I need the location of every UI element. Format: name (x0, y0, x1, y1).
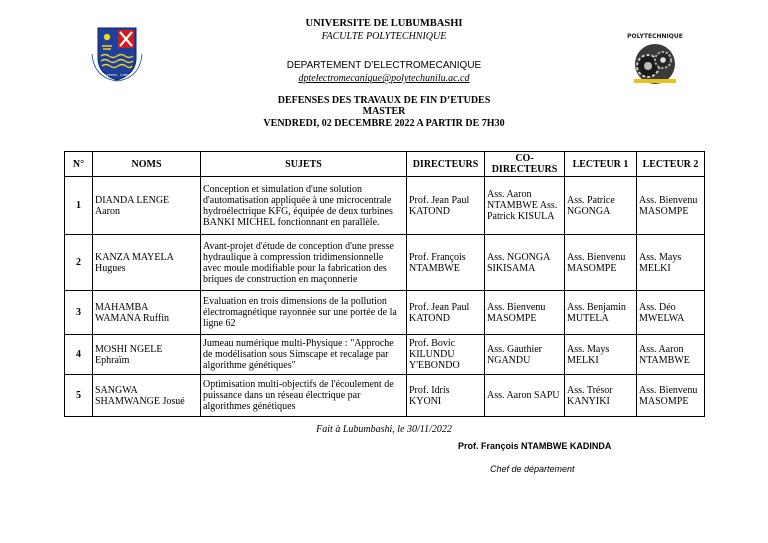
cell-directeur: Prof. Jean Paul KATOND (407, 177, 485, 235)
student-name: DIANDA LENGE (95, 194, 170, 206)
col-header-lecteur1: LECTEUR 1 (565, 152, 637, 177)
table-row (65, 291, 705, 335)
table-row (65, 375, 705, 417)
student-firstname: SHAMWANGE Josué (95, 395, 185, 407)
cell-codirecteur: Ass. Aaron NTAMBWE Ass. Patrick KISULA (485, 177, 565, 235)
cell-lecteur1: Ass. Patrice NGONGA (565, 177, 637, 235)
place-date: Fait à Lubumbashi, le 30/11/2022 (316, 424, 452, 435)
cell-lecteur1: Ass. Mays MELKI (565, 335, 637, 375)
student-name: KANZA MAYELA (95, 251, 174, 263)
student-name: MAHAMBA (95, 301, 149, 313)
col-header-lecteur2: LECTEUR 2 (637, 152, 705, 177)
cell-codirecteur: Ass. NGONGA SIKISAMA (485, 235, 565, 291)
faculty-name: FACULTE POLYTECHNIQUE (321, 31, 447, 42)
signatory-role: Chef de département (490, 464, 575, 474)
cell-lecteur2: Ass. Bienvenu MASOMPE (637, 375, 705, 417)
cell-sujet: Optimisation multi-objectifs de l'écoulement de puissance dans un réseau électrique par algorithmes génétiques (201, 375, 407, 417)
polytechnique-logo-label: POLYTECHNIQUE (627, 33, 683, 40)
cell-nom (93, 335, 201, 375)
cell-lecteur2: Ass. Mays MELKI (637, 235, 705, 291)
cell-lecteur2: Ass. Bienvenu MASOMPE (637, 177, 705, 235)
table-row (65, 335, 705, 375)
cell-lecteur2: Ass. Aaron NTAMBWE (637, 335, 705, 375)
cell-num: 4 (65, 335, 93, 375)
col-header-num: N° (65, 152, 93, 177)
cell-num: 5 (65, 375, 93, 417)
cell-sujet: Evaluation en trois dimensions de la pollution électromagnétique rayonnée sur une portée de la ligne 62 (201, 291, 407, 335)
defenses-table (64, 151, 705, 417)
table-header-row (65, 152, 705, 177)
cell-lecteur1: Ass. Bienvenu MASOMPE (565, 235, 637, 291)
col-header-codirecteurs: CO-DIRECTEURS (485, 152, 565, 177)
cell-codirecteur: Ass. Bienvenu MASOMPE (485, 291, 565, 335)
cell-lecteur2: Ass. Déo MWELWA (637, 291, 705, 335)
col-header-directeurs: DIRECTEURS (407, 152, 485, 177)
student-firstname: Aaron (95, 205, 120, 217)
university-logo-motto: SCIENTIA · LUMEN (103, 73, 131, 77)
cell-nom (93, 375, 201, 417)
document-title: DEFENSES DES TRAVAUX DE FIN D’ETUDES (277, 95, 491, 106)
department-email-link[interactable]: dptelectromecanique@polytechunilu.ac.cd (298, 73, 470, 84)
cell-codirecteur: Ass. Aaron SAPU (485, 375, 565, 417)
cell-lecteur1: Ass. Trésor KANYIKI (565, 375, 637, 417)
table-row (65, 177, 705, 235)
cell-lecteur1: Ass. Benjamin MUTELA (565, 291, 637, 335)
cell-num: 1 (65, 177, 93, 235)
cell-sujet: Jumeau numérique multi-Physique : "Approche de modélisation sous Simscape et recalage par algorithme génétiques" (201, 335, 407, 375)
cell-directeur: Prof. Bovic KILUNDU Y'EBONDO (407, 335, 485, 375)
col-header-noms: NOMS (93, 152, 201, 177)
student-name: SANGWA (95, 384, 138, 396)
cell-directeur: Prof. Jean Paul KATOND (407, 291, 485, 335)
table-row (65, 235, 705, 291)
student-name: MOSHI NGELE (95, 343, 163, 355)
cell-directeur: Prof. François NTAMBWE (407, 235, 485, 291)
cell-sujet: Avant-projet d'étude de conception d'une presse hydraulique à compression tridimensionnelle avec moule modifiable pour la fabrication des briques de construction en maçonnerie (201, 235, 407, 291)
col-header-sujets: SUJETS (201, 152, 407, 177)
document-subtitle: MASTER (362, 106, 406, 117)
cell-nom (93, 291, 201, 335)
student-firstname: WAMANA Ruffin (95, 312, 169, 324)
cell-directeur: Prof. Idris KYONI (407, 375, 485, 417)
university-name: UNIVERSITE DE LUBUMBASHI (305, 18, 463, 29)
cell-codirecteur: Ass. Gauthier NGANDU (485, 335, 565, 375)
cell-num: 3 (65, 291, 93, 335)
cell-sujet: Conception et simulation d'une solution d'automatisation appliquée à une microcentrale hydroélectrique KFG, équipée de deux turbines BANKI MICHEL fonctionnant en parallèle. (201, 177, 407, 235)
cell-nom (93, 235, 201, 291)
department-name: DEPARTEMENT D’ELECTROMECANIQUE (286, 60, 482, 71)
signatory-name: Prof. François NTAMBWE KADINDA (458, 441, 612, 451)
cell-nom (93, 177, 201, 235)
student-firstname: Hugues (95, 262, 126, 274)
cell-num: 2 (65, 235, 93, 291)
student-firstname: Ephraïm (95, 354, 130, 366)
document-date: VENDREDI, 02 DECEMBRE 2022 A PARTIR DE 7H30 (263, 118, 505, 129)
